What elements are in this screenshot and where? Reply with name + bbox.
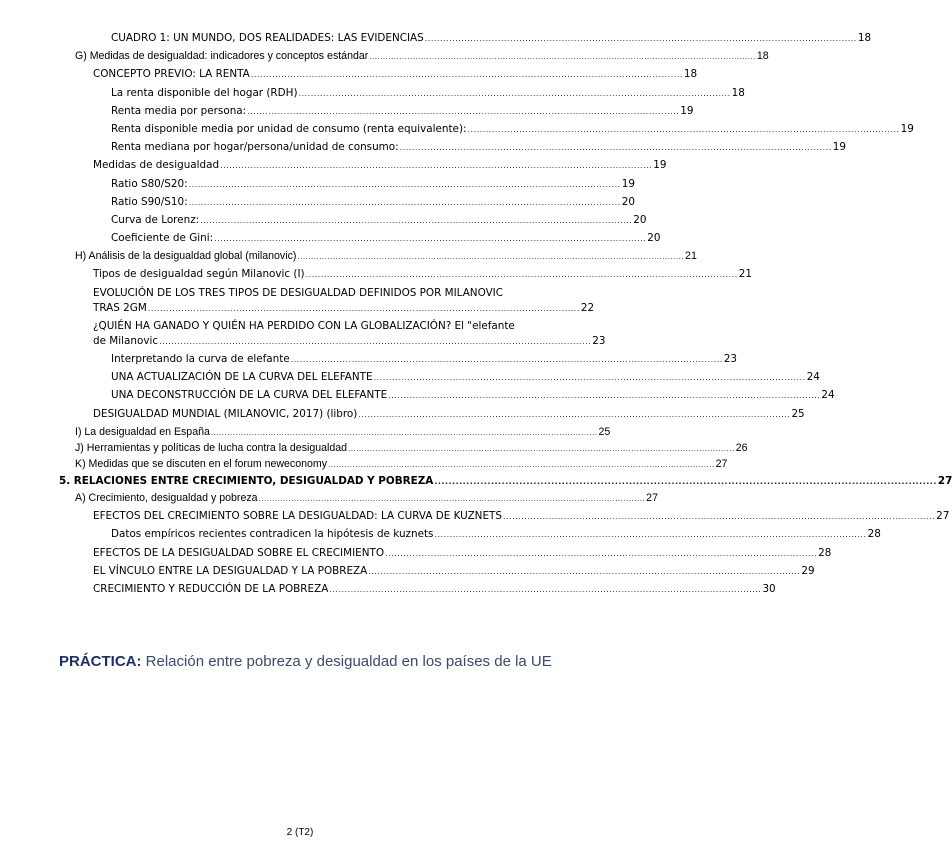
toc-entry-title: Tipos de desigualdad según Milanovic (I) [93,268,305,280]
toc-entry-title: G) Medidas de desigualdad: indicadores y conceptos estándar [75,50,369,62]
toc-leader-dots: .............................................................................................................................................. [297,252,685,261]
toc-entry-page: 28 [867,528,881,540]
toc-leader-dots: .............................................................................................................................................. [188,198,621,207]
toc-entry-title: 5. RELACIONES ENTRE CRECIMIENTO, DESIGUALDAD Y POBREZA [59,475,434,487]
toc-leader-dots: .............................................................................................................................................. [188,180,621,189]
toc-leader-dots: .............................................................................................................................................. [298,89,731,98]
toc-entry-title: I) La desigualdad en España [75,426,210,438]
toc-entry-page: 25 [598,426,611,438]
toc-leader-dots: .............................................................................................................................................. [502,512,936,521]
toc-entry-page: 20 [647,232,661,244]
toc-entry-title: Renta mediana por hogar/persona/unidad de consumo: [111,141,399,153]
toc-entry[interactable] [111,528,881,541]
toc-entry-page: 27 [646,492,658,504]
toc-entry-title: Curva de Lorenz: [111,214,200,226]
page-number: 2 (T2) [286,827,314,838]
toc-leader-dots: .............................................................................................................................................. [147,304,580,313]
toc-leader-dots: .............................................................................................................................................. [368,567,801,576]
toc-entry-title: Interpretando la curva de elefante [111,353,290,365]
toc-entry-title: Datos empíricos recientes contradicen la hipótesis de kuznets [111,528,434,540]
toc-entry-page: 30 [762,583,776,595]
toc-entry-title: CONCEPTO PREVIO: LA RENTA [93,68,250,80]
toc-leader-dots: .............................................................................................................................................. [434,530,867,539]
practica-text: Relación entre pobreza y desigualdad en los países de la UE [141,653,552,670]
toc-leader-dots: .............................................................................................................................................. [348,444,735,453]
toc-entry[interactable] [111,32,872,45]
toc-entry[interactable] [93,583,776,596]
toc-entry-page: 21 [738,268,752,280]
toc-entry-page: 19 [832,141,846,153]
toc-entry[interactable] [93,159,667,172]
toc-entry[interactable] [111,87,745,100]
toc-entry-page: 23 [592,335,606,347]
toc-entry-title: Medidas de desigualdad [93,159,220,171]
toc-entry-page: 29 [801,565,815,577]
toc-leader-dots: .............................................................................................................................................. [247,107,680,116]
toc-entry[interactable] [75,458,728,471]
toc-entry-title: EL VÍNCULO ENTRE LA DESIGUALDAD Y LA POBREZA [93,565,368,577]
toc-leader-dots: .............................................................................................................................................. [369,52,756,61]
toc-entry[interactable] [111,141,846,154]
toc-entry-page: 18 [683,68,698,80]
toc-leader-dots: .............................................................................................................................................. [290,355,723,364]
toc-leader-dots: .............................................................................................................................................. [250,70,683,79]
toc-entry-page: 24 [821,389,835,401]
toc-entry-title: TRAS 2GM [93,302,147,314]
toc-entry-title: UNA DECONSTRUCCIÓN DE LA CURVA DEL ELEFANTE [111,389,388,401]
toc-entry-page: 18 [756,50,769,62]
toc-leader-dots: .............................................................................................................................................. [373,373,806,382]
toc-entry[interactable] [75,426,611,439]
toc-leader-dots: .............................................................................................................................................. [305,270,738,279]
toc-entry-page: 18 [857,32,872,44]
toc-entry-title: Coeficiente de Gini: [111,232,214,244]
toc-entry-title: DESIGUALDAD MUNDIAL (MILANOVIC, 2017) (libro) [93,408,358,420]
toc-entry[interactable] [93,335,606,348]
toc-entry-title: Ratio S90/S10: [111,196,188,208]
toc-entry[interactable] [93,510,950,523]
toc-leader-dots: .............................................................................................................................................. [214,234,647,243]
toc-entry[interactable] [111,178,635,191]
toc-entry[interactable] [75,50,769,63]
toc-entry-title: Ratio S80/S20: [111,178,188,190]
toc-entry-title: J) Herramientas y políticas de lucha contra la desigualdad [75,442,348,454]
toc-leader-dots: .............................................................................................................................................. [159,337,592,346]
toc-entry[interactable] [93,68,698,81]
practica-label: PRÁCTICA: [59,653,142,670]
toc-leader-dots: .............................................................................................................................................. [385,549,818,558]
toc-entry[interactable] [93,268,752,281]
toc-leader-dots: .............................................................................................................................................. [434,477,937,486]
toc-leader-dots: .............................................................................................................................................. [220,161,653,170]
toc-entry-title: CUADRO 1: UN MUNDO, DOS REALIDADES: LAS EVIDENCIAS [111,32,424,44]
toc-entry-page: 21 [685,250,697,262]
toc-entry-title: de Milanovic [93,335,159,347]
toc-entry[interactable] [111,123,914,136]
toc-entry-title: K) Medidas que se discuten en el forum neweconomy [75,458,328,470]
toc-entry-page: 28 [818,547,832,559]
toc-entry-page: 22 [580,302,595,314]
toc-entry-page: 27 [936,510,950,522]
toc-entry-page: 20 [621,196,635,208]
toc-entry[interactable] [75,442,748,455]
toc-entry-page: 19 [621,178,635,190]
toc-entry[interactable] [111,389,835,402]
toc-entry-title-line1: EVOLUCIÓN DE LOS TRES TIPOS DE DESIGUALDAD DEFINIDOS POR MILANOVIC [93,287,503,299]
toc-entry[interactable] [111,353,738,366]
toc-entry-title: La renta disponible del hogar (RDH) [111,87,298,99]
toc-entry-page: 26 [735,442,748,454]
toc-entry-page: 27 [715,458,728,470]
toc-entry[interactable] [111,105,694,118]
toc-entry-title-line1: ¿QUIÉN HA GANADO Y QUIÉN HA PERDIDO CON LA GLOBALIZACIÓN? El "elefante [93,320,515,332]
toc-leader-dots: .............................................................................................................................................. [328,460,715,469]
toc-entry-title: CRECIMIENTO Y REDUCCIÓN DE LA POBREZA [93,583,329,595]
toc-entry-page: 24 [806,371,820,383]
toc-leader-dots: .............................................................................................................................................. [329,585,762,594]
toc-entry-title: EFECTOS DE LA DESIGUALDAD SOBRE EL CRECIMIENTO [93,547,385,559]
toc-entry-page: 19 [900,123,914,135]
toc-entry-page: 18 [731,87,745,99]
toc-entry-title: Renta disponible media por unidad de consumo (renta equivalente): [111,123,467,135]
toc-entry-page: 27 [937,475,952,487]
toc-entry[interactable] [93,408,805,421]
toc-entry-page: 20 [633,214,647,226]
toc-leader-dots: .............................................................................................................................................. [200,216,633,225]
toc-leader-dots: .............................................................................................................................................. [467,125,900,134]
toc-leader-dots: .............................................................................................................................................. [388,391,821,400]
toc-entry[interactable] [93,565,815,578]
toc-entry-page: 23 [723,353,738,365]
toc-leader-dots: .............................................................................................................................................. [258,494,646,503]
toc-entry[interactable] [111,371,820,384]
toc-leader-dots: .............................................................................................................................................. [210,428,598,437]
toc-entry[interactable] [75,492,658,505]
practica-heading [59,653,552,670]
toc-entry-title: A) Crecimiento, desigualdad y pobreza [75,492,258,504]
toc-entry[interactable] [75,250,697,263]
toc-entry[interactable] [59,475,952,488]
toc-entry-page: 19 [680,105,694,117]
toc-entry[interactable] [93,302,595,315]
toc-entry[interactable] [111,196,635,209]
toc-entry-page: 25 [791,408,805,420]
toc-entry-title: UNA ACTUALIZACIÓN DE LA CURVA DEL ELEFANTE [111,371,373,383]
toc-entry-title: H) Análisis de la desigualdad global (milanovic) [75,250,297,262]
toc-entry-title: EFECTOS DEL CRECIMIENTO SOBRE LA DESIGUALDAD: LA CURVA DE KUZNETS [93,510,502,522]
toc-entry[interactable] [111,232,661,245]
toc-leader-dots: .............................................................................................................................................. [399,143,832,152]
toc-entry[interactable] [111,214,647,227]
toc-leader-dots: .............................................................................................................................................. [358,410,791,419]
toc-entry[interactable] [93,547,832,560]
toc-entry-title: Renta media por persona: [111,105,247,117]
toc-entry-page: 19 [653,159,667,171]
toc-leader-dots: .............................................................................................................................................. [424,34,857,43]
